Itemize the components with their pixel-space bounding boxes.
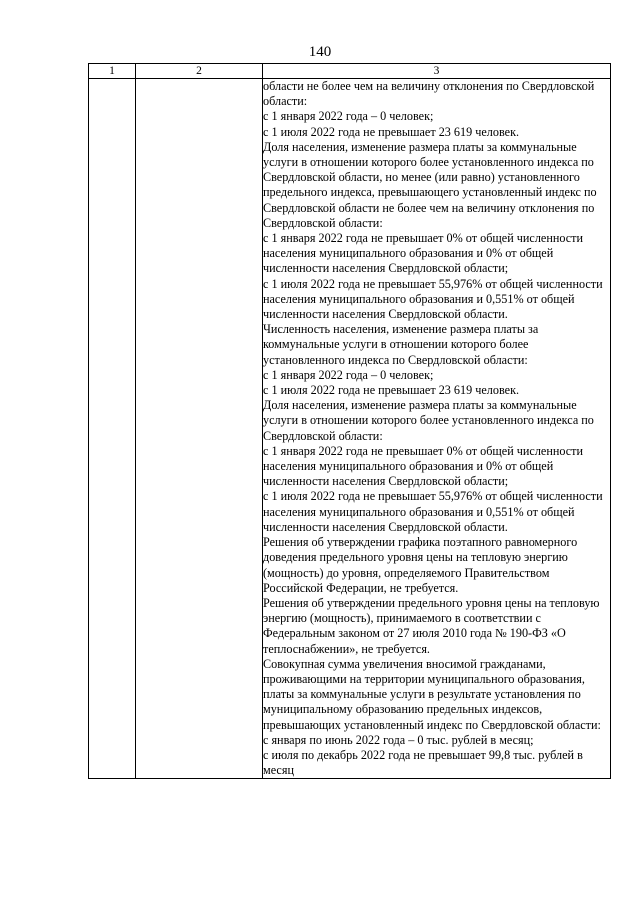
paragraph: с 1 июля 2022 года не превышает 23 619 человек. xyxy=(263,124,520,139)
paragraph: Решения об утверждении предельного уровня цены на тепловую энергию (мощность), принимаемого в соответствии с Федеральным законом от 27 июля 2010 года № 190-ФЗ «О теплоснабжении», не требуется. xyxy=(263,595,600,656)
paragraph: с 1 января 2022 года не превышает 0% от общей численности населения муниципального образования и 0% от общей численности населения Свердловской области; xyxy=(263,231,584,276)
paragraph: с 1 января 2022 года не превышает 0% от общей численности населения муниципального образования и 0% от общей численности населения Свердловской области; xyxy=(263,443,584,489)
paragraph: Доля населения, изменение размера платы за коммунальные услуги в отношении которого более установленного индекса по Свердловской области, но менее (или равно) установленного предельного индекса, превышающего установленный индекс по Свердловской области не более чем на величину отклонения по Свердловской области: xyxy=(263,139,597,230)
column-1-header: 1 xyxy=(89,64,136,79)
paragraph: с 1 июля 2022 года не превышает 55,976% от общей численности населения муниципального образования и 0,551% от общей численности населения Свердловской области. xyxy=(263,276,603,322)
paragraph: с января по июнь 2022 года – 0 тыс. рублей в месяц; xyxy=(263,732,534,747)
page-number: 140 xyxy=(308,44,332,60)
paragraph: с 1 января 2022 года – 0 человек; xyxy=(263,367,434,382)
paragraph: области не более чем на величину отклонения по Свердловской области: xyxy=(263,79,595,109)
paragraph: с 1 июля 2022 года не превышает 23 619 человек. xyxy=(263,383,520,398)
column-1-cell xyxy=(89,79,136,779)
document-table xyxy=(88,63,611,779)
paragraph: с 1 июля 2022 года не превышает 55,976% от общей численности населения муниципального образования и 0,551% от общей численности населения Свердловской области. xyxy=(263,489,603,534)
paragraph: Совокупная сумма увеличения вносимой гражданами, проживающими на территории муниципального образования, платы за коммунальные услуги в результате установления по муниципальному образованию предельных индексов, превышающих установленный индекс по Свердловской области: xyxy=(263,656,601,732)
paragraph: Численность населения, изменение размера платы за коммунальные услуги в отношении которого более установленного индекса по Свердловской области: xyxy=(263,322,539,367)
column-2-header: 2 xyxy=(136,64,263,79)
table-header-row xyxy=(89,64,611,79)
column-3-cell xyxy=(263,79,611,779)
column-3-header: 3 xyxy=(263,64,611,79)
paragraph: с июля по декабрь 2022 года не превышает 99,8 тыс. рублей в месяц xyxy=(263,747,583,778)
column-2-cell xyxy=(136,79,263,779)
paragraph: с 1 января 2022 года – 0 человек; xyxy=(263,109,434,124)
paragraph: Решения об утверждении графика поэтапного равномерного доведения предельного уровня цены на тепловую энергию (мощность) до уровня, определяемого Правительством Российской Федерации, не требуется. xyxy=(263,535,578,595)
paragraph: Доля населения, изменение размера платы за коммунальные услуги в отношении которого более установленного индекса по Свердловской области: xyxy=(263,398,594,443)
table-row xyxy=(89,79,611,779)
